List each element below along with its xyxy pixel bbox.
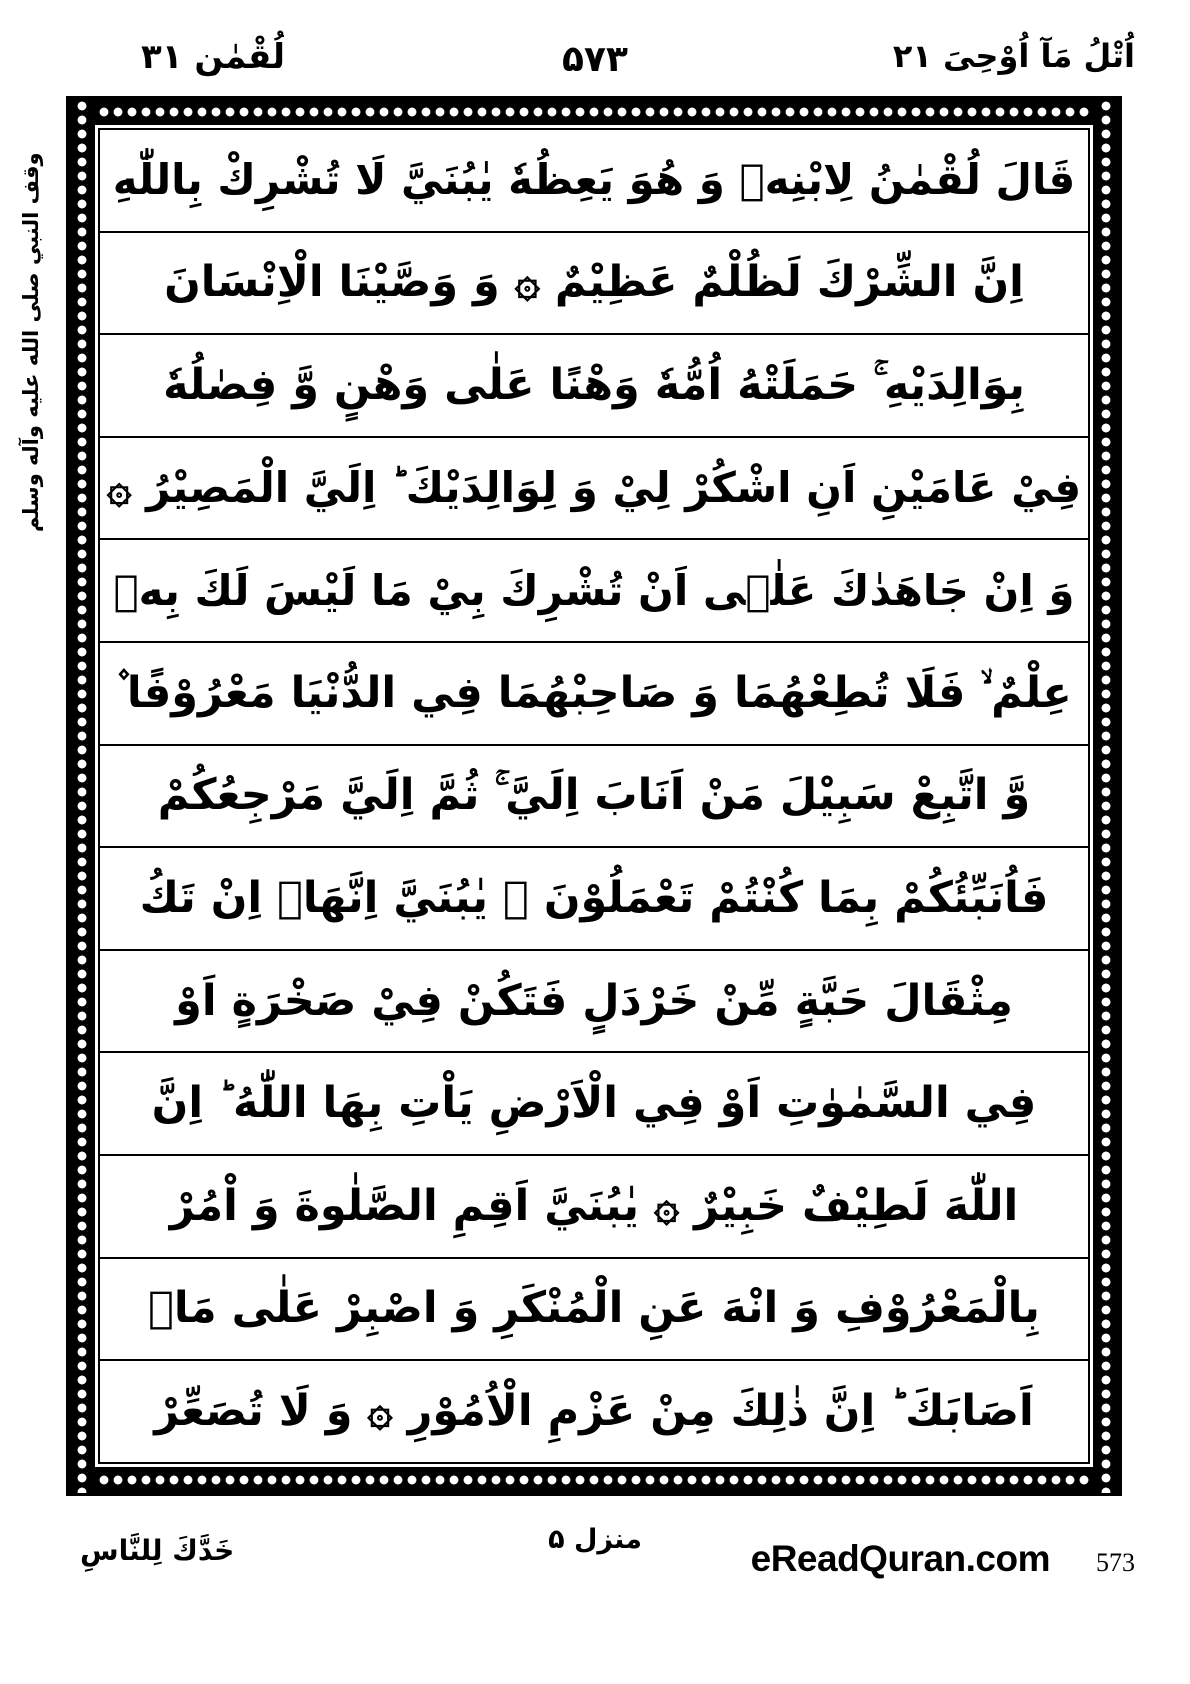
catchword: خَدَّكَ لِلنَّاسِ <box>80 1534 235 1567</box>
page-number: 573 <box>1096 1548 1135 1577</box>
frame-ornament-bottom <box>69 1467 1119 1493</box>
ayah-line <box>100 130 1088 233</box>
frame-ornament-left <box>69 99 95 1493</box>
ayah-line-text: اِنَّ الشِّرْكَ لَظُلْمٌ عَظِيْمٌ ۞ وَ وَصَّيْنَا الْاِنْسَانَ <box>164 257 1024 308</box>
ayah-line-text: اللّٰهَ لَطِيْفٌ خَبِيْرٌ ۞ يٰبُنَيَّ اَقِمِ الصَّلٰوةَ وَ اْمُرْ <box>169 1180 1019 1231</box>
ayah-line-text: بِوَالِدَيْهِ ۚ حَمَلَتْهُ اُمُّهٗ وَهْنًا عَلٰى وَهْنٍ وَّ فِصٰلُهٗ <box>163 359 1025 410</box>
quran-text-block <box>98 128 1090 1464</box>
ayah-line <box>100 1361 1088 1462</box>
ayah-line <box>100 746 1088 849</box>
ayah-line-text: فِيْ عَامَيْنِ اَنِ اشْكُرْ لِيْ وَ لِوَالِدَيْكَ ؕ اِلَيَّ الْمَصِيْرُ ۞ <box>106 463 1082 513</box>
scroll-pattern-icon <box>1093 99 1119 1493</box>
ayah-line <box>100 335 1088 438</box>
ayah-line-text: مِثْقَالَ حَبَّةٍ مِّنْ خَرْدَلٍ فَتَكُنْ فِيْ صَخْرَةٍ اَوْ <box>175 975 1013 1026</box>
page-footer <box>0 1510 1190 1620</box>
ayah-line <box>100 1259 1088 1362</box>
ayah-line-text: وَ اِنْ جَاهَدٰكَ عَلٰۤى اَنْ تُشْرِكَ بِيْ مَا لَيْسَ لَكَ بِهٖ <box>113 565 1075 615</box>
frame-ornament-right <box>1093 99 1119 1493</box>
ayah-line-text: فَاُنَبِّئُكُمْ بِمَا كُنْتُمْ تَعْمَلُوْنَ ۞ يٰبُنَيَّ اِنَّهَاۤ اِنْ تَكُ <box>139 873 1049 923</box>
ayah-line-text: وَّ اتَّبِعْ سَبِيْلَ مَنْ اَنَابَ اِلَيَّ ۚ ثُمَّ اِلَيَّ مَرْجِعُكُمْ <box>157 770 1031 821</box>
scroll-pattern-icon <box>69 99 1119 125</box>
ayah-line <box>100 438 1088 541</box>
manzil-label: منزل ۵ <box>548 1524 642 1555</box>
juz-label: اُتْلُ مَآ اُوْحِیَ ٢١ <box>892 37 1135 75</box>
ayah-line <box>100 1156 1088 1259</box>
ayah-line-text: عِلْمٌ ۙ فَلَا تُطِعْهُمَا وَ صَاحِبْهُمَا فِي الدُّنْيَا مَعْرُوْفًا ۫ <box>116 667 1072 718</box>
page-number-arabic: ۵۷۳ <box>562 39 628 80</box>
site-watermark: eReadQuran.com <box>750 1538 1050 1579</box>
ayah-line <box>100 233 1088 336</box>
ayah-line <box>100 1053 1088 1156</box>
page-header <box>0 36 1190 94</box>
surah-label: لُقْمٰن ٣١ <box>141 37 285 77</box>
ayah-line-text: قَالَ لُقْمٰنُ لِابْنِهٖ وَ هُوَ يَعِظُهٗ يٰبُنَيَّ لَا تُشْرِكْ بِاللّٰهِ <box>112 155 1076 205</box>
scroll-pattern-icon <box>69 99 95 1493</box>
ayah-line <box>100 540 1088 643</box>
ayah-line-text: فِي السَّمٰوٰتِ اَوْ فِي الْاَرْضِ يَاْتِ بِهَا اللّٰهُ ؕ اِنَّ <box>151 1078 1037 1129</box>
ayah-line <box>100 848 1088 951</box>
scroll-pattern-icon <box>69 1467 1119 1493</box>
ayah-line <box>100 951 1088 1054</box>
ayah-line-text: بِالْمَعْرُوْفِ وَ انْهَ عَنِ الْمُنْكَرِ وَ اصْبِرْ عَلٰى مَاۤ <box>148 1283 1040 1334</box>
ayah-line <box>100 643 1088 746</box>
margin-note: وقف النبي صلى الله عليه وآله وسلم <box>19 152 43 532</box>
ayah-line-text: اَصَابَكَ ؕ اِنَّ ذٰلِكَ مِنْ عَزْمِ الْاُمُوْرِ ۞ وَ لَا تُصَعِّرْ <box>154 1386 1034 1437</box>
frame-ornament-top <box>69 99 1119 125</box>
ornamental-frame <box>66 96 1122 1496</box>
